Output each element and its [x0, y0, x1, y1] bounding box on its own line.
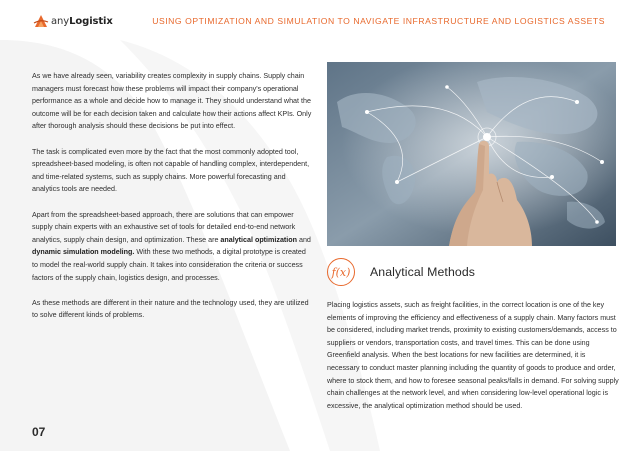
section-title: Analytical Methods — [370, 265, 476, 279]
anylogistix-logo — [33, 13, 113, 29]
paragraph-differences: As these methods are different in their nature and the technology used, they are utilized to solve different kinds of problems. — [32, 298, 309, 320]
paragraph-analytical-methods: Placing logistics assets, such as freight facilities, in the correct location is one of the key elements of improving the efficiency and effectiveness of a supply chain. Many factors must be considered, including market trends, proximity to existing customers/demands, access to suppliers or vendors, transportation costs, and travel times. This can be done using Greenfield analysis. When the best locations for new facilities are determined, it is necessary to conduct master planning including the quantity of goods to produce and order, where to stock them, and how to foresee seasonal peaks/falls in demand. For solving supply chain challenges at the network level, and when considering low-level operational logic is excessive, the analytical optimization method should be used. — [327, 301, 619, 410]
paragraph-spreadsheet: The task is complicated even more by the fact that the most commonly adopted tool, spreadsheet-based modeling, is often not capable of handling complex, interdependent, and time-related systems, such as supply chains. More powerful forecasting and analytics tools are needed. — [32, 147, 310, 194]
term-analytical-optimization: analytical optimization — [220, 235, 297, 244]
network-hand-image — [327, 62, 616, 246]
document-title: USING OPTIMIZATION AND SIMULATION TO NAVIGATE INFRASTRUCTURE AND LOGISTICS ASSETS — [152, 16, 605, 26]
paragraph-variability: As we have already seen, variability creates complexity in supply chains. Supply chain managers must forecast how these problems will impact their company's operational performance as a whole and decide how to manage it. They should understand what the outcome will be for each decision taken and calculate how their actions affect KPIs. Only after thorough analysis should these decisions be put into effect. — [32, 72, 312, 131]
section-header — [327, 258, 475, 286]
left-column — [32, 70, 312, 334]
page-header — [0, 0, 638, 40]
term-dynamic-simulation: dynamic simulation modeling. — [32, 248, 135, 257]
page-number: 07 — [32, 425, 46, 439]
function-icon: f(x) — [327, 258, 355, 286]
paragraph-methods: Apart from the spreadsheet-based approach, there are solutions that can empower supply chain experts with an exhaustive set of tools for detailed end-to-end network analytics, supply chain design, and optimization. These are analytical optimization and dynamic simulation modeling. With these two methods, a digital prototype is created to model the real-world supply chain. It takes into consideration the criteria or success factors of the supply chain, logistics design, and processes. — [32, 210, 311, 282]
logo-mark-icon — [33, 13, 49, 29]
logo-text: anyLogistix — [51, 15, 113, 27]
hero-photo — [327, 62, 616, 246]
